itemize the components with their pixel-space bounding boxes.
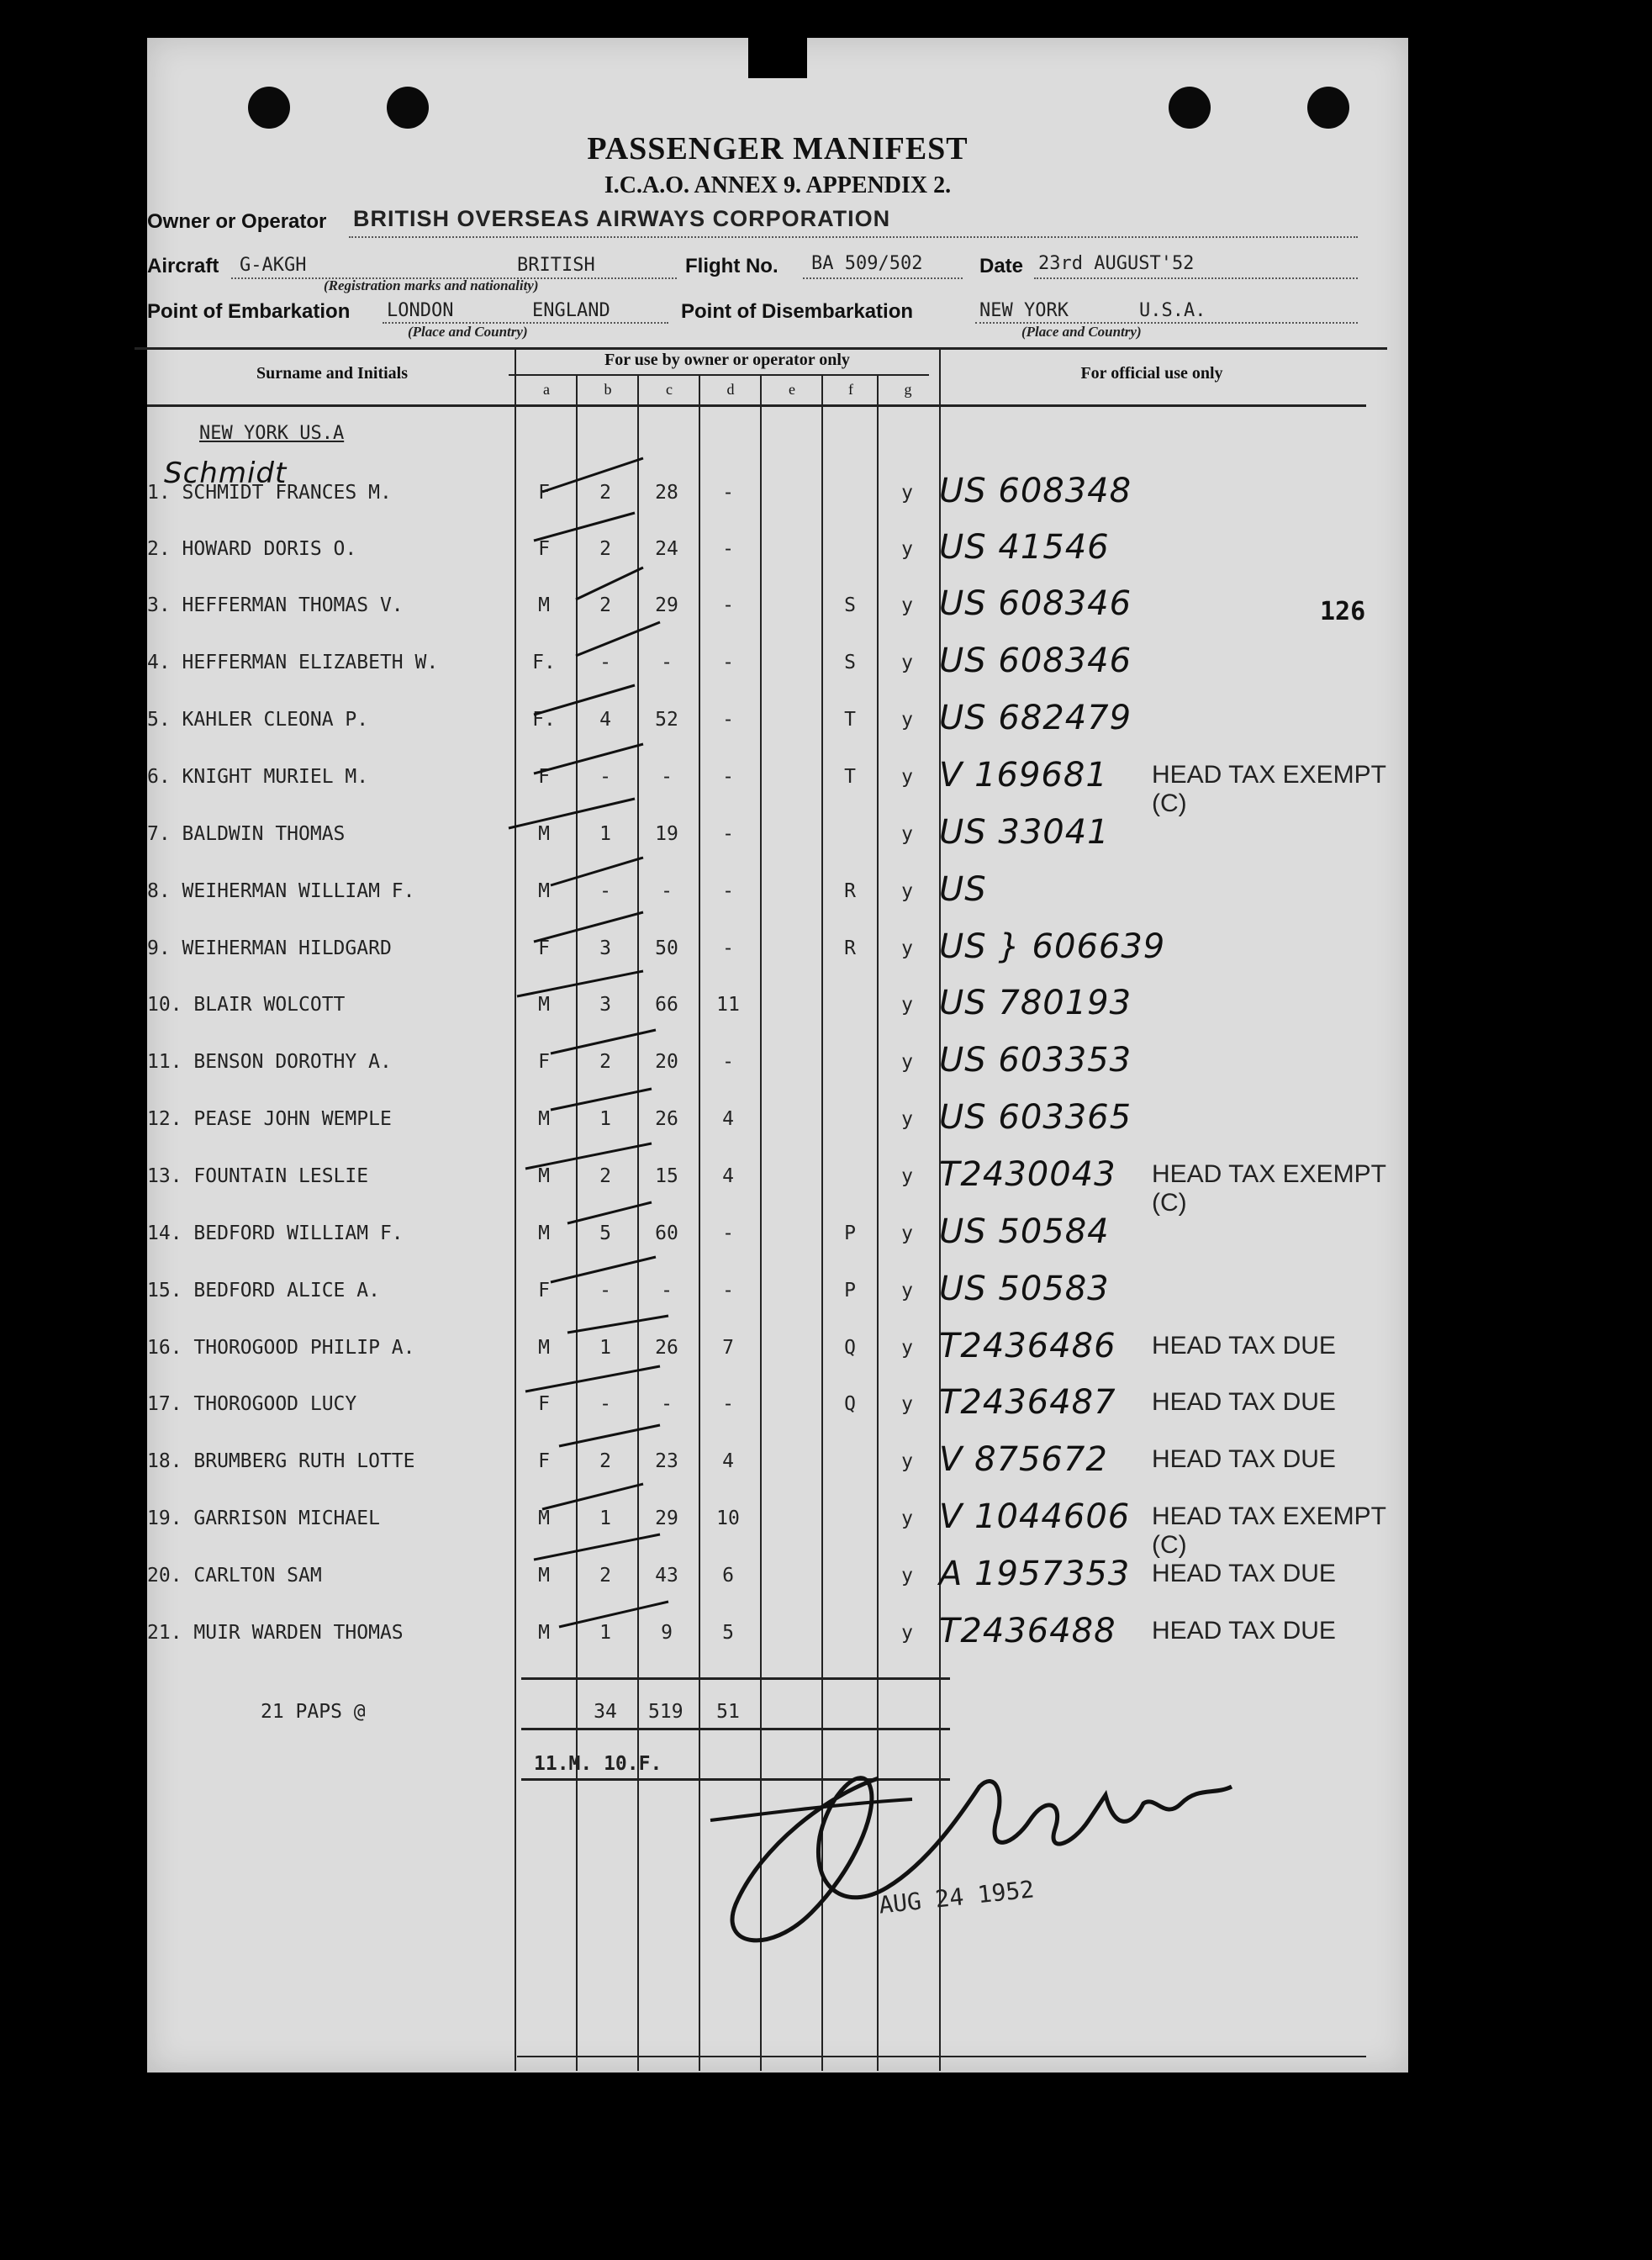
official-number: V 1044606 [939, 1497, 1131, 1536]
column-letter: e [789, 381, 795, 398]
cell-d: - [722, 1393, 734, 1415]
passenger-name: 21. MUIR WARDEN THOMAS [147, 1622, 404, 1644]
cell-b: 2 [599, 1165, 611, 1187]
cell-c: - [661, 766, 673, 788]
tax-note: HEAD TAX DUE [1152, 1445, 1336, 1473]
passenger-name: 4. HEFFERMAN ELIZABETH W. [147, 652, 439, 673]
table-row [147, 1440, 1408, 1484]
surname-header: Surname and Initials [256, 364, 409, 383]
table-row [147, 870, 1408, 914]
owner-label: Owner or Operator [147, 210, 327, 233]
cell-b: 1 [599, 1337, 611, 1359]
subheader-rule [509, 374, 929, 376]
passenger-name: 5. KAHLER CLEONA P. [147, 709, 369, 731]
date-value: 23rd AUGUST'52 [1038, 253, 1195, 274]
manifest-page [147, 38, 1408, 2073]
cell-d: - [722, 594, 734, 616]
cell-b: - [599, 1393, 611, 1415]
cell-g: y [901, 1108, 913, 1130]
cell-c: 26 [655, 1337, 678, 1359]
table-row [147, 1212, 1408, 1256]
cell-a: M [538, 1508, 550, 1529]
operator-use-header: For use by owner or operator only [604, 351, 850, 369]
official-number: A 1957353 [939, 1555, 1131, 1593]
cell-a: M [538, 1108, 550, 1130]
cell-f: R [844, 937, 856, 959]
aircraft-nationality: BRITISH [517, 255, 595, 276]
cell-a: M [538, 880, 550, 902]
passenger-name: 9. WEIHERMAN HILDGARD [147, 937, 392, 959]
official-number: US 682479 [939, 699, 1132, 737]
cell-b: 1 [599, 1108, 611, 1130]
cell-c: 66 [655, 994, 678, 1016]
page-number: 126 [1320, 597, 1366, 626]
cell-g: y [901, 709, 913, 731]
cell-f: Q [844, 1337, 856, 1359]
cell-g: y [901, 1337, 913, 1359]
passenger-name: 7. BALDWIN THOMAS [147, 823, 346, 845]
cell-b: 1 [599, 1622, 611, 1644]
passenger-name: 12. PEASE JOHN WEMPLE [147, 1108, 392, 1130]
owner-value: BRITISH OVERSEAS AIRWAYS CORPORATION [353, 206, 891, 231]
cell-c: 26 [655, 1108, 678, 1130]
cell-b: 2 [599, 1450, 611, 1472]
table-row [147, 1155, 1408, 1217]
official-number: US 608346 [939, 642, 1132, 680]
cell-b: 2 [599, 1051, 611, 1073]
official-number: T2436488 [939, 1612, 1116, 1650]
cell-a: F [538, 538, 550, 560]
official-use-header: For official use only [1080, 364, 1223, 383]
total-b: 34 [594, 1701, 617, 1723]
column-letter: f [848, 381, 853, 398]
disembarkation-city: NEW YORK [979, 300, 1069, 321]
cell-g: y [901, 1393, 913, 1415]
passenger-name: 16. THOROGOOD PHILIP A. [147, 1337, 415, 1359]
table-row [147, 1497, 1408, 1559]
cell-a: F [538, 766, 550, 788]
totals-label: 21 PAPS @ [261, 1701, 366, 1723]
cell-a: M [538, 1165, 550, 1187]
cell-d: - [722, 823, 734, 845]
cell-f: Q [844, 1393, 856, 1415]
cell-d: 4 [722, 1165, 734, 1187]
table-row [147, 699, 1408, 742]
column-letter: g [904, 381, 912, 398]
passenger-name: 10. BLAIR WOLCOTT [147, 994, 346, 1016]
cell-g: y [901, 594, 913, 616]
tax-note: HEAD TAX DUE [1152, 1388, 1336, 1416]
official-number: US 41546 [939, 528, 1110, 567]
table-row [147, 927, 1408, 971]
cell-f: P [844, 1280, 856, 1302]
cell-b: 2 [599, 594, 611, 616]
passenger-name: 15. BEDFORD ALICE A. [147, 1280, 380, 1302]
cell-f: S [844, 594, 856, 616]
signature [660, 1719, 1349, 1972]
table-row [147, 813, 1408, 857]
page-title: PASSENGER MANIFEST [587, 131, 969, 166]
official-number: US 33041 [939, 813, 1110, 852]
cell-c: 9 [661, 1622, 673, 1644]
official-number: T2436486 [939, 1327, 1116, 1365]
header-bottom-rule [147, 404, 1366, 407]
punch-hole [1169, 87, 1211, 129]
dotted-line [1034, 277, 1358, 279]
cell-a: M [538, 1337, 550, 1359]
cell-d: - [722, 709, 734, 731]
disembarkation-label: Point of Disembarkation [681, 300, 914, 323]
cell-b: 2 [599, 538, 611, 560]
cell-b: 3 [599, 937, 611, 959]
cell-d: - [722, 1222, 734, 1244]
table-row [147, 584, 1408, 628]
tax-note: HEAD TAX EXEMPT (C) [1152, 1160, 1386, 1217]
destination-line: NEW YORK US.A [199, 423, 345, 444]
official-number: V 875672 [939, 1440, 1108, 1479]
official-number: US 780193 [939, 984, 1132, 1022]
column-letter: d [726, 381, 735, 398]
cell-g: y [901, 994, 913, 1016]
cell-a: M [538, 1622, 550, 1644]
tax-note: HEAD TAX DUE [1152, 1617, 1336, 1645]
passenger-name: 8. WEIHERMAN WILLIAM F. [147, 880, 415, 902]
official-number: T2430043 [939, 1155, 1116, 1194]
cell-c: 24 [655, 538, 678, 560]
cell-a: F [538, 1450, 550, 1472]
table-row [147, 1098, 1408, 1142]
official-number: V 169681 [939, 756, 1108, 795]
cell-b: 3 [599, 994, 611, 1016]
cell-d: - [722, 880, 734, 902]
cell-b: 5 [599, 1222, 611, 1244]
cell-g: y [901, 1622, 913, 1644]
table-row [147, 984, 1408, 1027]
cell-a: F. [532, 709, 556, 731]
cell-g: y [901, 823, 913, 845]
cell-b: 4 [599, 709, 611, 731]
cell-d: 6 [722, 1565, 734, 1587]
table-row [147, 642, 1408, 685]
passenger-name: 13. FOUNTAIN LESLIE [147, 1165, 369, 1187]
cell-a: F [538, 1051, 550, 1073]
cell-d: 11 [716, 994, 740, 1016]
cell-b: 2 [599, 482, 611, 504]
flight-number: BA 509/502 [811, 253, 923, 274]
place-note: (Place and Country) [1021, 324, 1142, 340]
cell-g: y [901, 1222, 913, 1244]
cell-c: 60 [655, 1222, 678, 1244]
table-row [147, 1555, 1408, 1598]
cell-d: 4 [722, 1450, 734, 1472]
passenger-name: 3. HEFFERMAN THOMAS V. [147, 594, 404, 616]
cell-a: F. [532, 652, 556, 673]
official-number: US 50584 [939, 1212, 1110, 1251]
passenger-name: 14. BEDFORD WILLIAM F. [147, 1222, 404, 1244]
official-number: US 603365 [939, 1098, 1132, 1137]
cell-f: T [844, 766, 856, 788]
cell-g: y [901, 1051, 913, 1073]
date-stamp: AUG 24 1952 [877, 1875, 1036, 1919]
handwritten-correction: Schmidt [164, 457, 288, 490]
tax-note: HEAD TAX EXEMPT (C) [1152, 1502, 1386, 1559]
official-number: US 603353 [939, 1041, 1132, 1080]
tax-note: HEAD TAX DUE [1152, 1560, 1336, 1587]
passenger-name: 1. SCHMIDT FRANCES M. [147, 482, 392, 504]
official-number: US [939, 870, 987, 909]
cell-b: - [599, 1280, 611, 1302]
cell-d: 7 [722, 1337, 734, 1359]
passenger-name: 6. KNIGHT MURIEL M. [147, 766, 369, 788]
cell-c: 23 [655, 1450, 678, 1472]
cell-d: - [722, 1051, 734, 1073]
disembarkation-country: U.S.A. [1139, 300, 1206, 321]
passenger-name: 18. BRUMBERG RUTH LOTTE [147, 1450, 415, 1472]
table-row [147, 528, 1408, 572]
cell-b: 1 [599, 1508, 611, 1529]
table-row [147, 756, 1408, 817]
cell-g: y [901, 937, 913, 959]
cell-c: 43 [655, 1565, 678, 1587]
cell-d: - [722, 766, 734, 788]
cell-f: S [844, 652, 856, 673]
dotted-line [803, 277, 963, 279]
punch-hole [387, 87, 429, 129]
cell-g: y [901, 1508, 913, 1529]
cell-d: - [722, 538, 734, 560]
cell-a: F [538, 482, 550, 504]
embarkation-label: Point of Embarkation [147, 300, 351, 323]
cell-c: 19 [655, 823, 678, 845]
tax-note: HEAD TAX EXEMPT (C) [1152, 761, 1386, 817]
table-row [147, 1612, 1408, 1655]
cell-a: M [538, 1565, 550, 1587]
passenger-name: 19. GARRISON MICHAEL [147, 1508, 380, 1529]
cell-a: F [538, 937, 550, 959]
cell-c: 52 [655, 709, 678, 731]
table-row [147, 472, 1408, 515]
official-number: US 608346 [939, 584, 1132, 623]
column-letter: c [666, 381, 673, 398]
table-row [147, 1327, 1408, 1370]
embarkation-city: LONDON [387, 300, 454, 321]
cell-b: - [599, 766, 611, 788]
total-c: 519 [648, 1701, 683, 1723]
date-label: Date [979, 255, 1024, 277]
cell-g: y [901, 1280, 913, 1302]
flight-label: Flight No. [685, 255, 778, 277]
tax-note: HEAD TAX DUE [1152, 1332, 1336, 1360]
cell-f: R [844, 880, 856, 902]
place-note: (Place and Country) [408, 324, 528, 340]
punch-hole [248, 87, 290, 129]
cell-g: y [901, 482, 913, 504]
registration-note: (Registration marks and nationality) [324, 277, 539, 293]
cell-a: M [538, 594, 550, 616]
aircraft-label: Aircraft [147, 255, 219, 277]
cell-a: F [538, 1280, 550, 1302]
column-letter: a [543, 381, 550, 398]
punch-hole [1307, 87, 1349, 129]
passenger-name: 17. THOROGOOD LUCY [147, 1393, 357, 1415]
official-number: T2436487 [939, 1383, 1116, 1422]
cell-c: - [661, 1280, 673, 1302]
cell-c: 28 [655, 482, 678, 504]
cell-b: - [599, 880, 611, 902]
cell-b: 1 [599, 823, 611, 845]
page-notch [748, 38, 807, 78]
passenger-name: 20. CARLTON SAM [147, 1565, 322, 1587]
cell-g: y [901, 1165, 913, 1187]
table-row [147, 1041, 1408, 1085]
cell-c: 20 [655, 1051, 678, 1073]
cell-f: P [844, 1222, 856, 1244]
passenger-name: 11. BENSON DOROTHY A. [147, 1051, 392, 1073]
table-row [147, 1270, 1408, 1313]
cell-a: M [538, 994, 550, 1016]
cell-c: - [661, 880, 673, 902]
pen-tick-marks [366, 441, 685, 1686]
cell-g: y [901, 766, 913, 788]
cell-d: - [722, 652, 734, 673]
cell-f: T [844, 709, 856, 731]
cell-d: - [722, 937, 734, 959]
cell-d: 4 [722, 1108, 734, 1130]
table-bottom-rule [517, 2056, 1366, 2057]
cell-c: 15 [655, 1165, 678, 1187]
dotted-line [349, 236, 1358, 238]
cell-a: M [538, 823, 550, 845]
cell-g: y [901, 1565, 913, 1587]
cell-d: 10 [716, 1508, 740, 1529]
official-number: US 608348 [939, 472, 1132, 510]
cell-g: y [901, 1450, 913, 1472]
cell-g: y [901, 538, 913, 560]
cell-c: - [661, 652, 673, 673]
column-letter: b [604, 381, 612, 398]
cell-b: - [599, 652, 611, 673]
official-number: US 50583 [939, 1270, 1110, 1308]
table-top-rule [135, 347, 1387, 350]
aircraft-registration: G-AKGH [240, 255, 307, 276]
gender-totals: 11.M. 10.F. [534, 1753, 662, 1775]
passenger-name: 2. HOWARD DORIS O. [147, 538, 357, 560]
cell-b: 2 [599, 1565, 611, 1587]
cell-c: 29 [655, 1508, 678, 1529]
cell-c: 50 [655, 937, 678, 959]
table-row [147, 1383, 1408, 1427]
page-subtitle: I.C.A.O. ANNEX 9. APPENDIX 2. [604, 172, 952, 198]
embarkation-country: ENGLAND [532, 300, 610, 321]
cell-c: - [661, 1393, 673, 1415]
cell-a: M [538, 1222, 550, 1244]
cell-g: y [901, 880, 913, 902]
cell-g: y [901, 652, 913, 673]
cell-d: - [722, 482, 734, 504]
cell-c: 29 [655, 594, 678, 616]
total-d: 51 [716, 1701, 740, 1723]
official-number: US } 606639 [939, 927, 1166, 966]
cell-d: - [722, 1280, 734, 1302]
cell-d: 5 [722, 1622, 734, 1644]
cell-a: F [538, 1393, 550, 1415]
